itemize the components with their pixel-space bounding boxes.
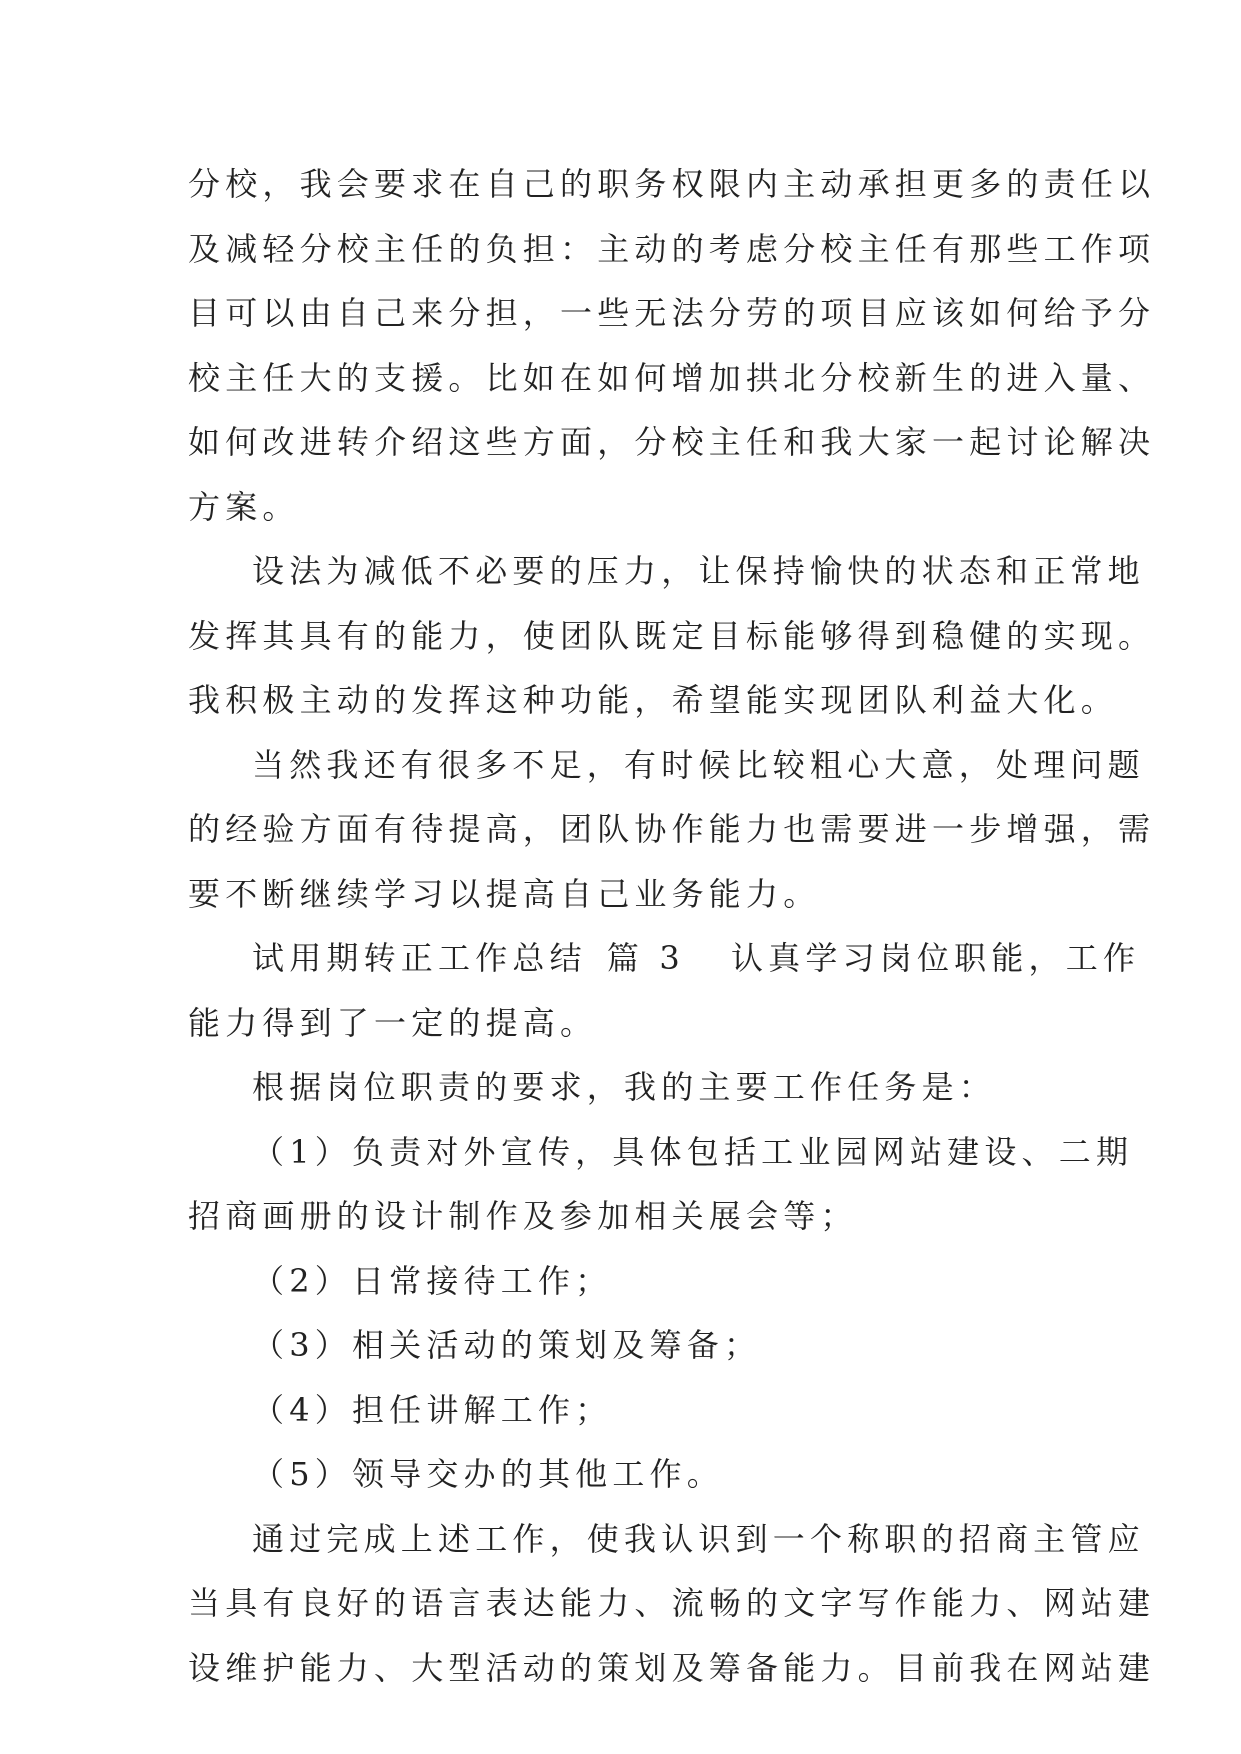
text-line: 校主任大的支援。比如在如何增加拱北分校新生的进入量、 bbox=[188, 358, 1156, 397]
section-title: 试用期转正工作总结 bbox=[252, 939, 587, 977]
text-line: 设维护能力、大型活动的策划及筹备能力。目前我在网站建 bbox=[188, 1648, 1156, 1687]
text-line: 当然我还有很多不足，有时候比较粗心大意，处理问题 bbox=[252, 745, 1145, 784]
text-line: 的经验方面有待提高，团队协作能力也需要进一步增强，需 bbox=[188, 810, 1156, 848]
section-heading-line bbox=[188, 926, 1141, 991]
section-continuation: 认真学习岗位职能，工作 bbox=[730, 939, 1141, 977]
text-line: 及减轻分校主任的负担：主动的考虑分校主任有那些工作项 bbox=[188, 229, 1156, 268]
text-line: 目可以由自己来分担，一些无法分劳的项目应该如何给予分 bbox=[188, 294, 1156, 332]
list-item: （5）领导交办的其他工作。 bbox=[252, 1455, 724, 1493]
text-line: 招商画册的设计制作及参加相关展会等； bbox=[188, 1197, 858, 1235]
text-line: 如何改进转介绍这些方面，分校主任和我大家一起讨论解决 bbox=[188, 423, 1156, 461]
text-line: 分校，我会要求在自己的职务权限内主动承担更多的责任以 bbox=[188, 165, 1156, 203]
text-line: 当具有良好的语言表达能力、流畅的文字写作能力、网站建 bbox=[188, 1584, 1156, 1622]
text-line: 方案。 bbox=[188, 487, 300, 526]
text-line: 能力得到了一定的提高。 bbox=[188, 1003, 598, 1042]
text-line: 通过完成上述工作，使我认识到一个称职的招商主管应 bbox=[252, 1519, 1145, 1558]
body-text bbox=[188, 152, 1156, 1700]
text-line: （1）负责对外宣传，具体包括工业园网站建设、二期 bbox=[252, 1132, 1134, 1171]
text-line: 设法为减低不必要的压力，让保持愉快的状态和正常地 bbox=[252, 552, 1145, 590]
text-line: 我积极主动的发挥这种功能，希望能实现团队利益大化。 bbox=[188, 681, 1119, 719]
list-item: （2）日常接待工作； bbox=[252, 1261, 613, 1300]
text-line: 发挥其具有的能力，使团队既定目标能够得到稳健的实现。 bbox=[188, 616, 1156, 655]
section-number: 篇 3 bbox=[606, 939, 685, 977]
list-item: （4）担任讲解工作； bbox=[252, 1390, 613, 1429]
text-line: 要不断继续学习以提高自己业务能力。 bbox=[188, 874, 821, 913]
list-item: （3）相关活动的策划及筹备； bbox=[252, 1326, 762, 1364]
text-line: 根据岗位职责的要求，我的主要工作任务是： bbox=[252, 1068, 997, 1106]
